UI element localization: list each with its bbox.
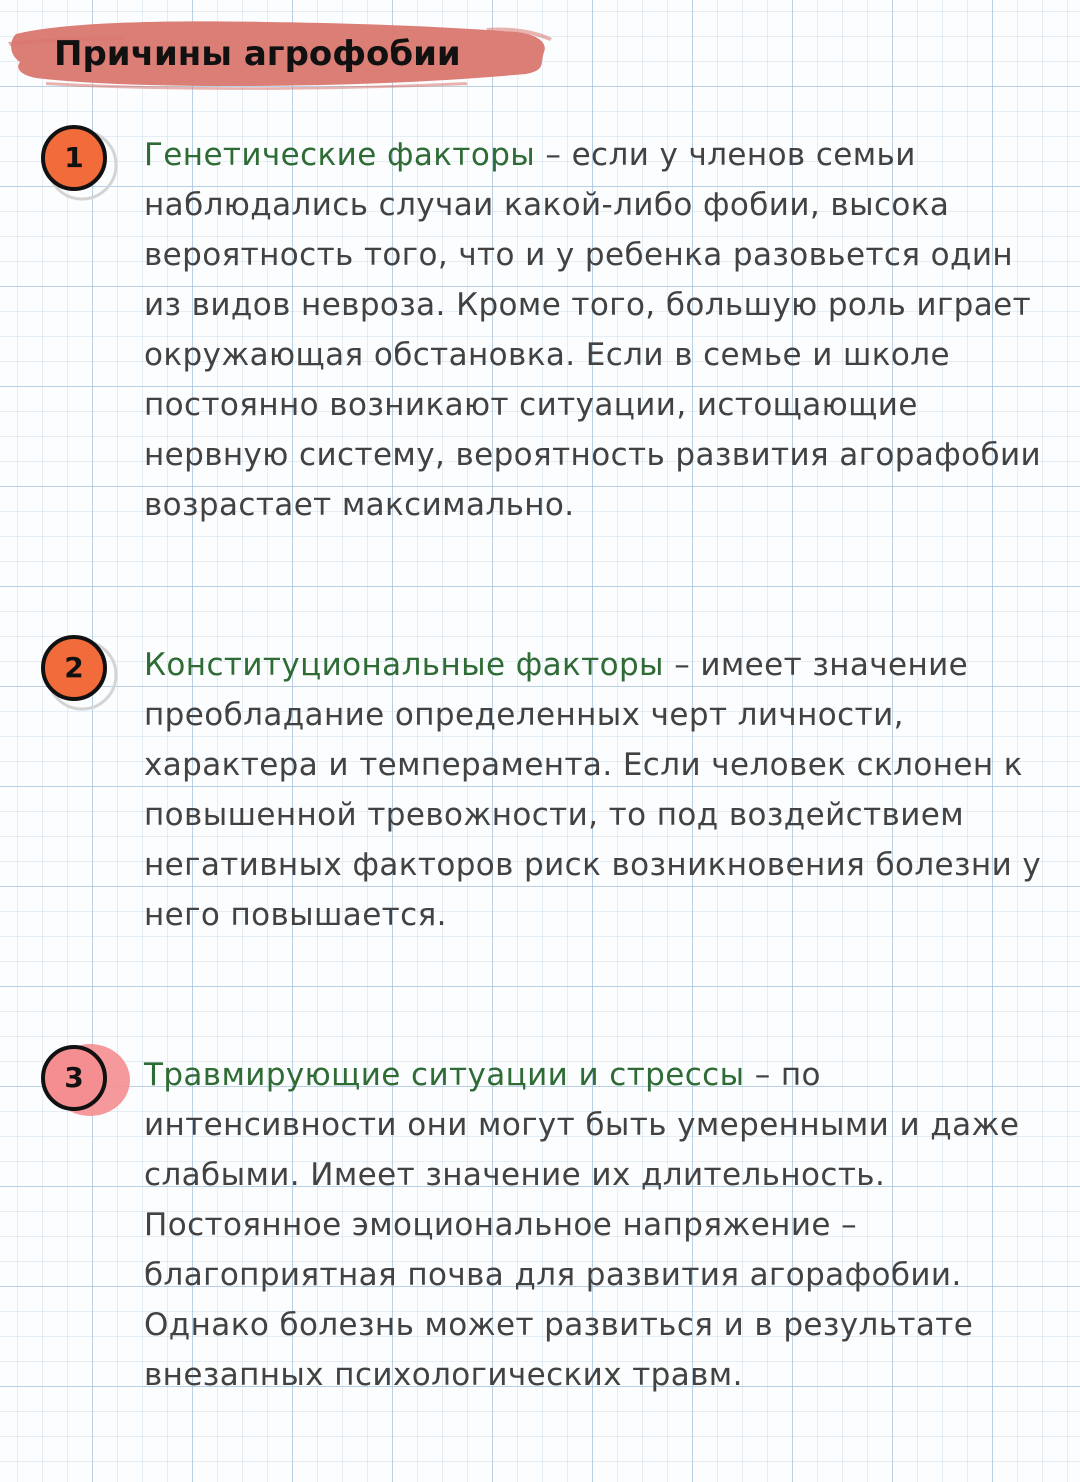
cause-term: Травмирующие ситуации и стрессы — [144, 1057, 745, 1093]
number-badge — [38, 1042, 110, 1114]
page-title: Причины агрофобии — [54, 34, 461, 74]
cause-description — [144, 130, 1044, 530]
number-badge — [38, 122, 110, 194]
cause-body: – если у членов семьи наблюдались случаи какой-либо фобии, высока вероятность того, что и у ребенка разовьется один из видов невроза. Кроме того, большую роль играет окружающая обстановка. Если в семье и школе постоянно возникают ситуации, истощающие нервную систему, вероятность развития агорафобии возрастает максимально. — [144, 137, 1042, 523]
cause-body: – имеет значение преобладание определенных черт личности, характера и темперамента. Если человек склонен к повышенной тревожности, то под воздействием негативных факторов риск возникновения болезни у него повышается. — [144, 647, 1042, 933]
cause-term: Генетические факторы — [144, 137, 536, 173]
badge-number: 1 — [64, 141, 84, 174]
cause-description — [144, 1050, 1044, 1400]
badge-number: 3 — [64, 1061, 84, 1094]
cause-body: – по интенсивности они могут быть умеренными и даже слабыми. Имеет значение их длительность. Постоянное эмоциональное напряжение – благоприятная почва для развития агорафобии. Однако болезнь может развиться и в результате внезапных психологических травм. — [144, 1057, 1020, 1393]
cause-description — [144, 640, 1044, 940]
title-banner — [6, 12, 554, 90]
number-badge — [38, 632, 110, 704]
badge-number: 2 — [64, 651, 84, 684]
cause-term: Конституциональные факторы — [144, 647, 664, 683]
